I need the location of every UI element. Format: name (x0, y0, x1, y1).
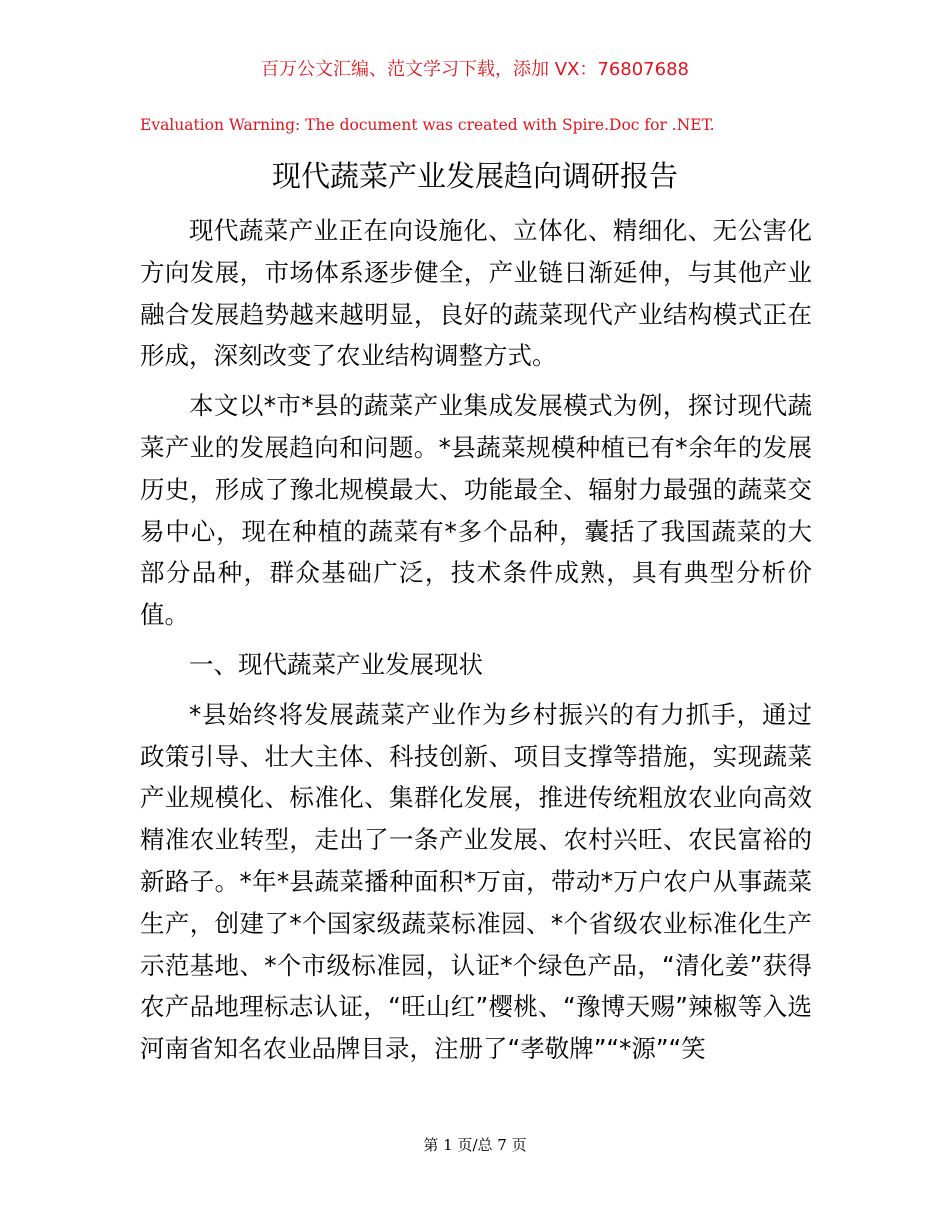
page-number-footer: 第 1 页/总 7 页 (423, 1136, 527, 1154)
paragraph: 本文以*市*县的蔬菜产业集成发展模式为例，探讨现代蔬菜产业的发展趋向和问题。*县蔬菜规模种植已有*余年的发展历史，形成了豫北规模最大、功能最全、辐射力最强的蔬菜交易中心，现在种植的蔬菜有*多个品种，囊括了我国蔬菜的大部分品种，群众基础广泛，技术条件成熟，具有典型分析价值。 (140, 391, 812, 630)
promo-banner: 百万公文汇编、范文学习下载，添加 VX：76807688 (261, 59, 689, 80)
paragraph: *县始终将发展蔬菜产业作为乡村振兴的有力抓手，通过政策引导、壮大主体、科技创新、项目支撑等措施，实现蔬菜产业规模化、标准化、集群化发展，推进传统粗放农业向高效精准农业转型，走出了一条产业发展、农村兴旺、农民富裕的新路子。*年*县蔬菜播种面积*万亩，带动*万户农户从事蔬菜生产，创建了*个国家级蔬菜标准园、*个省级农业标准化生产示范基地、*个市级标准园，认证*个绿色产品，“清化姜”获得农产品地理标志认证，“旺山红”樱桃、“豫博天赐”辣椒等入选河南省知名农业品牌目录，注册了“孝敬牌”“*源”“笑 (140, 699, 812, 1064)
document-body (140, 210, 812, 1078)
document-title: 现代蔬菜产业发展趋向调研报告 (271, 159, 678, 193)
evaluation-warning: Evaluation Warning: The document was created with Spire.Doc for .NET. (140, 116, 715, 134)
section-heading: 一、现代蔬菜产业发展现状 (189, 649, 483, 679)
paragraph: 现代蔬菜产业正在向设施化、立体化、精细化、无公害化方向发展，市场体系逐步健全，产业链日渐延伸，与其他产业融合发展趋势越来越明显，良好的蔬菜现代产业结构模式正在形成，深刻改变了农业结构调整方式。 (140, 216, 812, 371)
